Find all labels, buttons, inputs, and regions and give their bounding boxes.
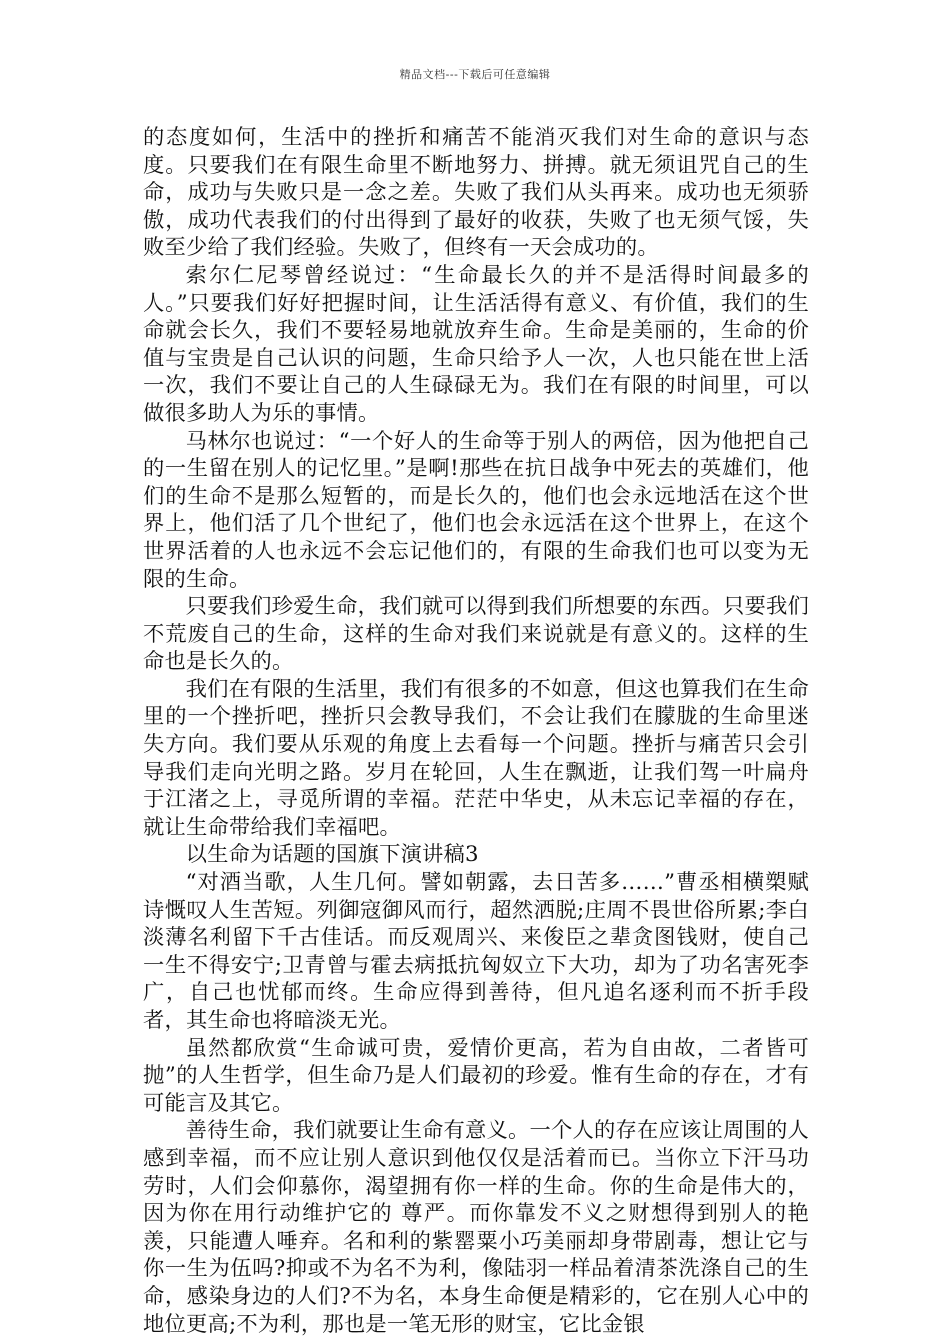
paragraph: “对酒当歌，人生几何。譬如朝露，去日苦多……”曹丞相横槊赋诗慨叹人生苦短。列御寇御风而行，超然洒脱;庄周不畏世俗所累;李白淡薄名利留下千古佳话。而反观周兴、来俊臣之辈贪图钱财，使自己一生不得安宁;卫青曾与霍去病抵抗匈奴立下大功，却为了功名害死李广，自己也忧郁而终。生命应得到善待，但凡追名逐利而不折手段者，其生命也将暗淡无光。 [143, 870, 809, 1033]
paragraph: 虽然都欣赏“生命诚可贵，爱情价更高，若为自由故，二者皆可抛”的人生哲学，但生命乃是人们最初的珍爱。惟有生命的存在，才有可能言及其它。 [143, 1035, 809, 1116]
paragraph: 马林尔也说过：“一个好人的生命等于别人的两倍，因为他把自己的一生留在别人的记忆里。”是啊!那些在抗日战争中死去的英雄们，他们的生命不是那么短暂的，而是长久的，他们也会永远地活在这个世界上，他们活了几个世纪了，他们也会永远活在这个世界上，在这个世界活着的人也永远不会忘记他们的，有限的生命我们也可以变为无限的生命。 [143, 428, 809, 592]
paragraph: 索尔仁尼琴曾经说过：“生命最长久的并不是活得时间最多的人。”只要我们好好把握时间，让生活活得有意义、有价值，我们的生命就会长久，我们不要轻易地就放弃生命。生命是美丽的，生命的价值与宝贵是自己认识的问题，生命只给予人一次，人也只能在世上活一次，我们不要让自己的人生碌碌无为。我们在有限的时间里，可以做很多助人为乐的事情。 [143, 262, 809, 426]
paragraph: 善待生命，我们就要让生命有意义。一个人的存在应该让周围的人感到幸福，而不应让别人意识到他仅仅是活着而已。当你立下汗马功劳时，人们会仰慕你，渴望拥有你一样的生命。你的生命是伟大的，因为你在用行动维护它的 尊严。而你靠发不义之财想得到别人的艳羡，只能遭人唾弃。名和利的紫罂粟小巧美丽却身带剧毒，想让它与你一生为伍吗?抑或不为名不为利，像陆羽一样品着清茶洗涤自己的生命，感染身边的人们?不为名，本身生命便是精彩的，它在别人心中的地位更高;不为利，那也是一笔无形的财宝，它比金银 [143, 1118, 810, 1337]
paragraph: 我们在有限的生活里，我们有很多的不如意，但这也算我们在生命里的一个挫折吧，挫折只会教导我们，不会让我们在朦胧的生命里迷失方向。我们要从乐观的角度上去看每一个问题。挫折与痛苦只会引导我们走向光明之路。岁月在轮回，人生在飘逝，让我们驾一叶扁舟于江渚之上，寻觅所谓的幸福。茫茫中华史，从未忘记幸福的存在，就让生命带给我们幸福吧。 [143, 676, 810, 840]
section-heading: 以生命为话题的国旗下演讲稿3 [185, 842, 479, 868]
paragraph: 只要我们珍爱生命，我们就可以得到我们所想要的东西。只要我们不荒废自己的生命，这样的生命对我们来说就是有意义的。这样的生命也是长久的。 [143, 594, 810, 675]
page-header: 精品文档---下载后可任意编辑 [399, 68, 551, 81]
paragraph: 的态度如何，生活中的挫折和痛苦不能消灭我们对生命的意识与态度。只要我们在有限生命里不断地努力、拼搏。就无须诅咒自己的生命，成功与失败只是一念之差。失败了我们从头再来。成功也无须骄傲，成功代表我们的付出得到了最好的收获，失败了也无须气馁，失败至少给了我们经验。失败了，但终有一天会成功的。 [143, 125, 809, 261]
document-body [143, 124, 809, 1338]
